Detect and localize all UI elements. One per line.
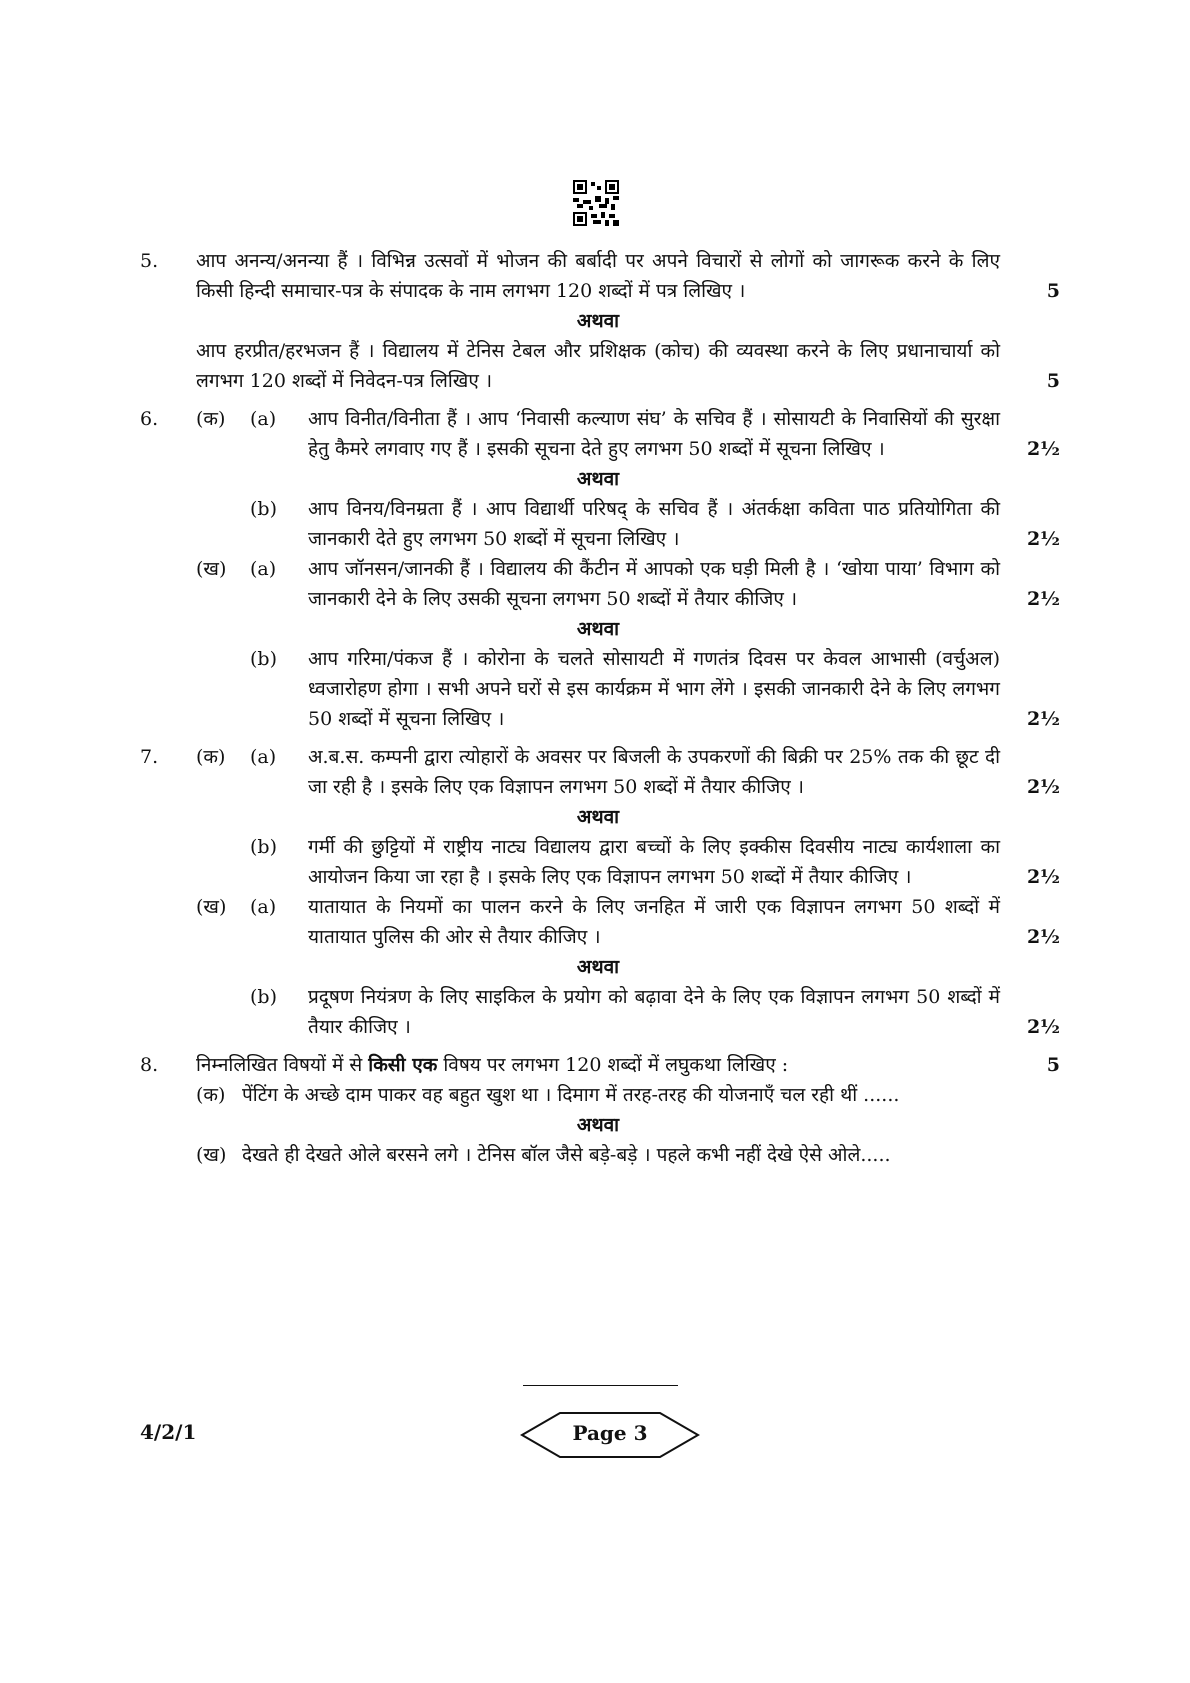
marks: 5 <box>1046 1054 1060 1076</box>
section-label: (क) <box>196 408 226 430</box>
or-divider: अथवा <box>576 468 620 490</box>
question-text: अ.ब.स. कम्पनी द्वारा त्योहारों के अवसर पर बिजली के उपकरणों की बिक्री पर 25% तक की छूट दी जा रही है । इसके लिए एक विज्ञापन लगभग 50 शब्दों में तैयार कीजिए । <box>308 746 1000 798</box>
question-number: 6. <box>140 408 159 430</box>
question-text: आप विनीत/विनीता हैं । आप ‘निवासी कल्याण संघ’ के सचिव हैं । सोसायटी के निवासियों की सुरक्षा हेतु कैमरे लगवाए गए हैं । इसकी सूचना देते हुए लगभग 50 शब्दों में सूचना लिखिए । <box>308 408 1000 460</box>
question-text: आप हरप्रीत/हरभजन हैं । विद्यालय में टेनिस टेबल और प्रशिक्षक (कोच) की व्यवस्था करने के लिए प्रधानाचार्या को लगभग 120 शब्दों में निवेदन-पत्र लिखिए । <box>196 340 1000 392</box>
option-label: (b) <box>250 498 277 520</box>
option-label: (b) <box>250 986 277 1008</box>
question-text: गर्मी की छुट्टियों में राष्ट्रीय नाट्य विद्यालय द्वारा बच्चों के लिए इक्कीस दिवसीय नाट्य कार्यशाला का आयोजन किया जा रहा है । इसके लिए एक विज्ञापन लगभग 50 शब्दों में तैयार कीजिए । <box>308 836 1000 888</box>
option-label: (a) <box>250 746 277 768</box>
or-divider: अथवा <box>576 310 620 332</box>
option-label: (क) <box>196 1084 226 1106</box>
end-rule <box>523 1385 678 1386</box>
question-5 <box>140 246 1060 396</box>
option-label: (a) <box>250 896 277 918</box>
marks: 5 <box>1046 280 1060 302</box>
section-label: (ख) <box>196 558 227 580</box>
section-label: (ख) <box>196 896 227 918</box>
qr-code-icon <box>573 180 619 226</box>
question-text: आप गरिमा/पंकज हैं । कोरोना के चलते सोसायटी में गणतंत्र दिवस पर केवल आभासी (वर्चुअल) ध्वजारोहण होगा । सभी अपने घरों से इस कार्यक्रम में भाग लेंगे । इसकी जानकारी देने के लिए लगभग 50 शब्दों में सूचना लिखिए । <box>308 648 1000 730</box>
story-prompt: देखते ही देखते ओले बरसने लगे । टेनिस बॉल जैसे बड़े-बड़े । पहले कभी नहीं देखे ऐसे ओले..... <box>242 1144 891 1166</box>
marks: 2½ <box>1026 1016 1060 1038</box>
page-number-badge <box>520 1411 700 1459</box>
question-number: 8. <box>140 1054 159 1076</box>
question-text <box>196 1050 1000 1080</box>
or-divider: अथवा <box>576 956 620 978</box>
option-label: (ख) <box>196 1144 227 1166</box>
question-8 <box>140 1050 1060 1170</box>
marks: 2½ <box>1026 926 1060 948</box>
marks: 2½ <box>1026 776 1060 798</box>
marks: 2½ <box>1026 438 1060 460</box>
marks: 2½ <box>1026 528 1060 550</box>
marks: 2½ <box>1026 708 1060 730</box>
page-label: Page 3 <box>572 1421 648 1445</box>
question-number: 5. <box>140 250 159 272</box>
question-paper-page <box>140 246 1060 1178</box>
intro-text: विषय पर लगभग 120 शब्दों में लघुकथा लिखिए : <box>437 1054 789 1076</box>
question-text: प्रदूषण नियंत्रण के लिए साइकिल के प्रयोग को बढ़ावा देने के लिए एक विज्ञापन लगभग 50 शब्दों में तैयार कीजिए । <box>308 986 1000 1038</box>
question-text: आप जॉनसन/जानकी हैं । विद्यालय की कैंटीन में आपको एक घड़ी मिली है । ‘खोया पाया’ विभाग को जानकारी देने के लिए उसकी सूचना लगभग 50 शब्दों में तैयार कीजिए । <box>308 558 1001 610</box>
question-6 <box>140 404 1060 734</box>
option-label: (a) <box>250 558 277 580</box>
question-text: यातायात के नियमों का पालन करने के लिए जनहित में जारी एक विज्ञापन लगभग 50 शब्दों में यातायात पुलिस की ओर से तैयार कीजिए । <box>308 896 1000 948</box>
question-7 <box>140 742 1060 1042</box>
marks: 2½ <box>1026 588 1060 610</box>
paper-code: 4/2/1 <box>140 1420 197 1444</box>
intro-text: निम्नलिखित विषयों में से <box>196 1054 369 1076</box>
or-divider: अथवा <box>576 1114 620 1136</box>
section-label: (क) <box>196 746 226 768</box>
intro-emphasis: किसी एक <box>368 1054 438 1076</box>
question-number: 7. <box>140 746 159 768</box>
option-label: (b) <box>250 648 277 670</box>
question-text: आप विनय/विनम्रता हैं । आप विद्यार्थी परिषद् के सचिव हैं । अंतर्कक्षा कविता पाठ प्रतियोगिता की जानकारी देते हुए लगभग 50 शब्दों में सूचना लिखिए । <box>308 498 1000 550</box>
marks: 5 <box>1046 370 1060 392</box>
or-divider: अथवा <box>576 618 620 640</box>
question-text: आप अनन्य/अनन्या हैं । विभिन्न उत्सवों में भोजन की बर्बादी पर अपने विचारों से लोगों को जागरूक करने के लिए किसी हिन्दी समाचार-पत्र के संपादक के नाम लगभग 120 शब्दों में पत्र लिखिए । <box>196 250 1000 302</box>
or-divider: अथवा <box>576 806 620 828</box>
marks: 2½ <box>1026 866 1060 888</box>
story-prompt: पेंटिंग के अच्छे दाम पाकर वह बहुत खुश था । दिमाग में तरह-तरह की योजनाएँ चल रही थीं ...... <box>242 1084 900 1106</box>
option-label: (a) <box>250 408 277 430</box>
option-label: (b) <box>250 836 277 858</box>
